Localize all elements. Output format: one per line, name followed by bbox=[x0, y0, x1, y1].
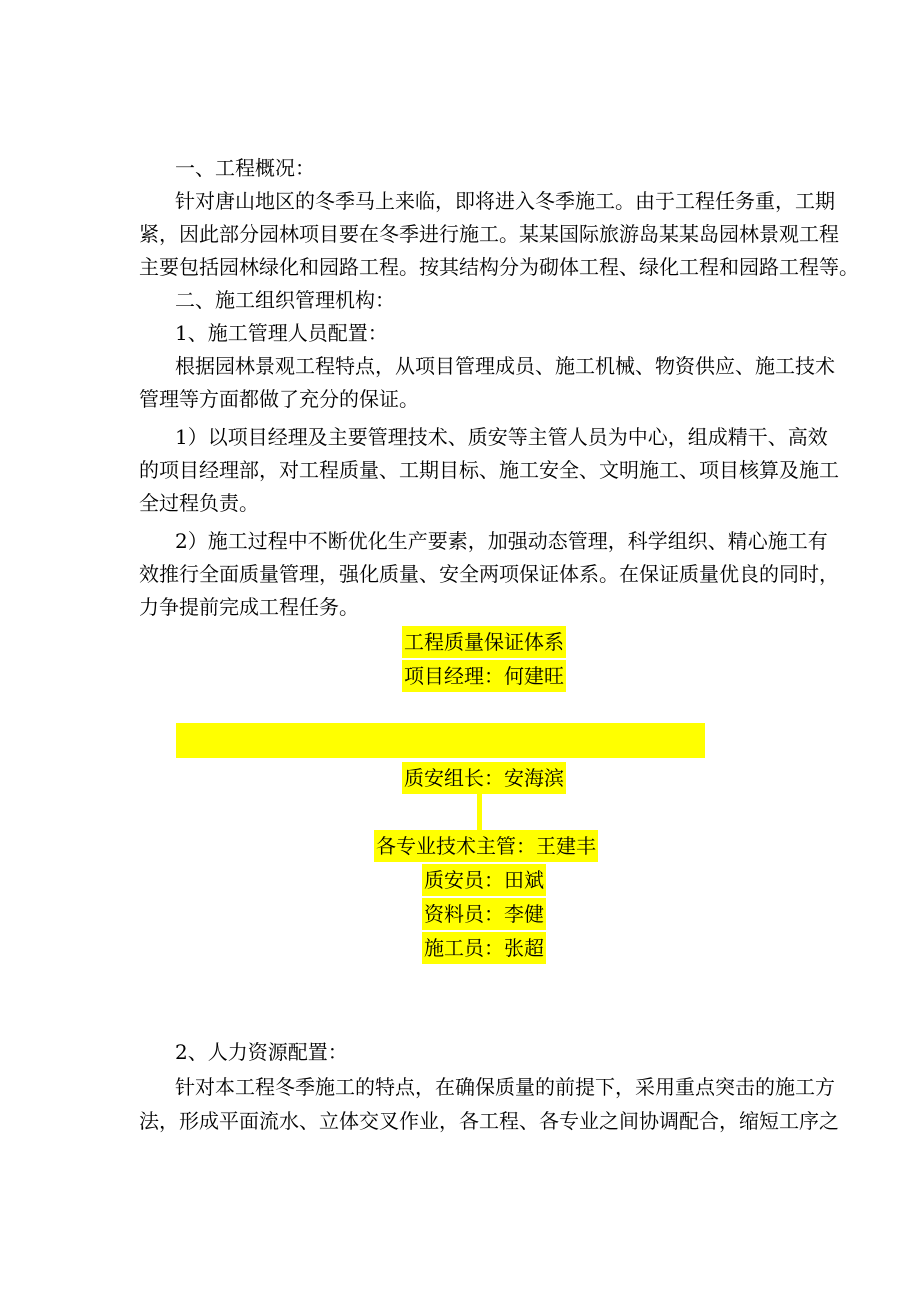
chart-tech-lead: 各专业技术主管：王建丰 bbox=[374, 830, 598, 862]
paragraph-item1-line-3: 全过程负责。 bbox=[139, 491, 259, 515]
paragraph-item2-line-2: 效推行全面质量管理，强化质量、安全两项保证体系。在保证质量优良的同时， bbox=[139, 562, 839, 586]
paragraph-hr-line-1: 针对本工程冬季施工的特点，在确保质量的前提下，采用重点突击的施工方 bbox=[175, 1075, 835, 1099]
paragraph-item1-line-2: 的项目经理部，对工程质量、工期目标、施工安全、文明施工、项目核算及施工 bbox=[139, 458, 839, 482]
paragraph-hr-line-2: 法，形成平面流水、立体交叉作业，各工程、各专业之间协调配合，缩短工序之 bbox=[139, 1109, 839, 1133]
chart-builder: 施工员：张超 bbox=[422, 932, 546, 964]
chart-safety-leader: 质安组长：安海滨 bbox=[402, 762, 566, 794]
heading-project-overview: 一、工程概况： bbox=[175, 156, 315, 180]
paragraph-item2-line-1: 2）施工过程中不断优化生产要素，加强动态管理，科学组织、精心施工有 bbox=[175, 529, 828, 553]
paragraph-overview-line-3: 主要包括园林绿化和园路工程。按其结构分为砌体工程、绿化工程和园路工程等。 bbox=[139, 255, 859, 279]
heading-hr-config: 2、人力资源配置： bbox=[175, 1040, 348, 1064]
paragraph-overview-line-1: 针对唐山地区的冬季马上来临，即将进入冬季施工。由于工程任务重，工期 bbox=[175, 189, 835, 213]
paragraph-item2-line-3: 力争提前完成工程任务。 bbox=[139, 595, 359, 619]
chart-records-officer: 资料员：李健 bbox=[422, 898, 546, 930]
chart-qa-officer: 质安员：田斌 bbox=[422, 864, 546, 896]
chart-project-manager: 项目经理：何建旺 bbox=[402, 660, 566, 692]
heading-organization: 二、施工组织管理机构： bbox=[175, 288, 395, 312]
paragraph-staff-line-1: 根据园林景观工程特点，从项目管理成员、施工机械、物资供应、施工技术 bbox=[175, 354, 835, 378]
chart-horizontal-bar bbox=[176, 723, 705, 758]
chart-title: 工程质量保证体系 bbox=[402, 626, 566, 658]
paragraph-overview-line-2: 紧，因此部分园林项目要在冬季进行施工。某某国际旅游岛某某岛园林景观工程 bbox=[139, 222, 839, 246]
heading-staff-config: 1、施工管理人员配置： bbox=[175, 321, 388, 345]
chart-vertical-connector bbox=[477, 794, 482, 830]
paragraph-staff-line-2: 管理等方面都做了充分的保证。 bbox=[139, 387, 419, 411]
paragraph-item1-line-1: 1）以项目经理及主要管理技术、质安等主管人员为中心，组成精干、高效 bbox=[175, 425, 828, 449]
